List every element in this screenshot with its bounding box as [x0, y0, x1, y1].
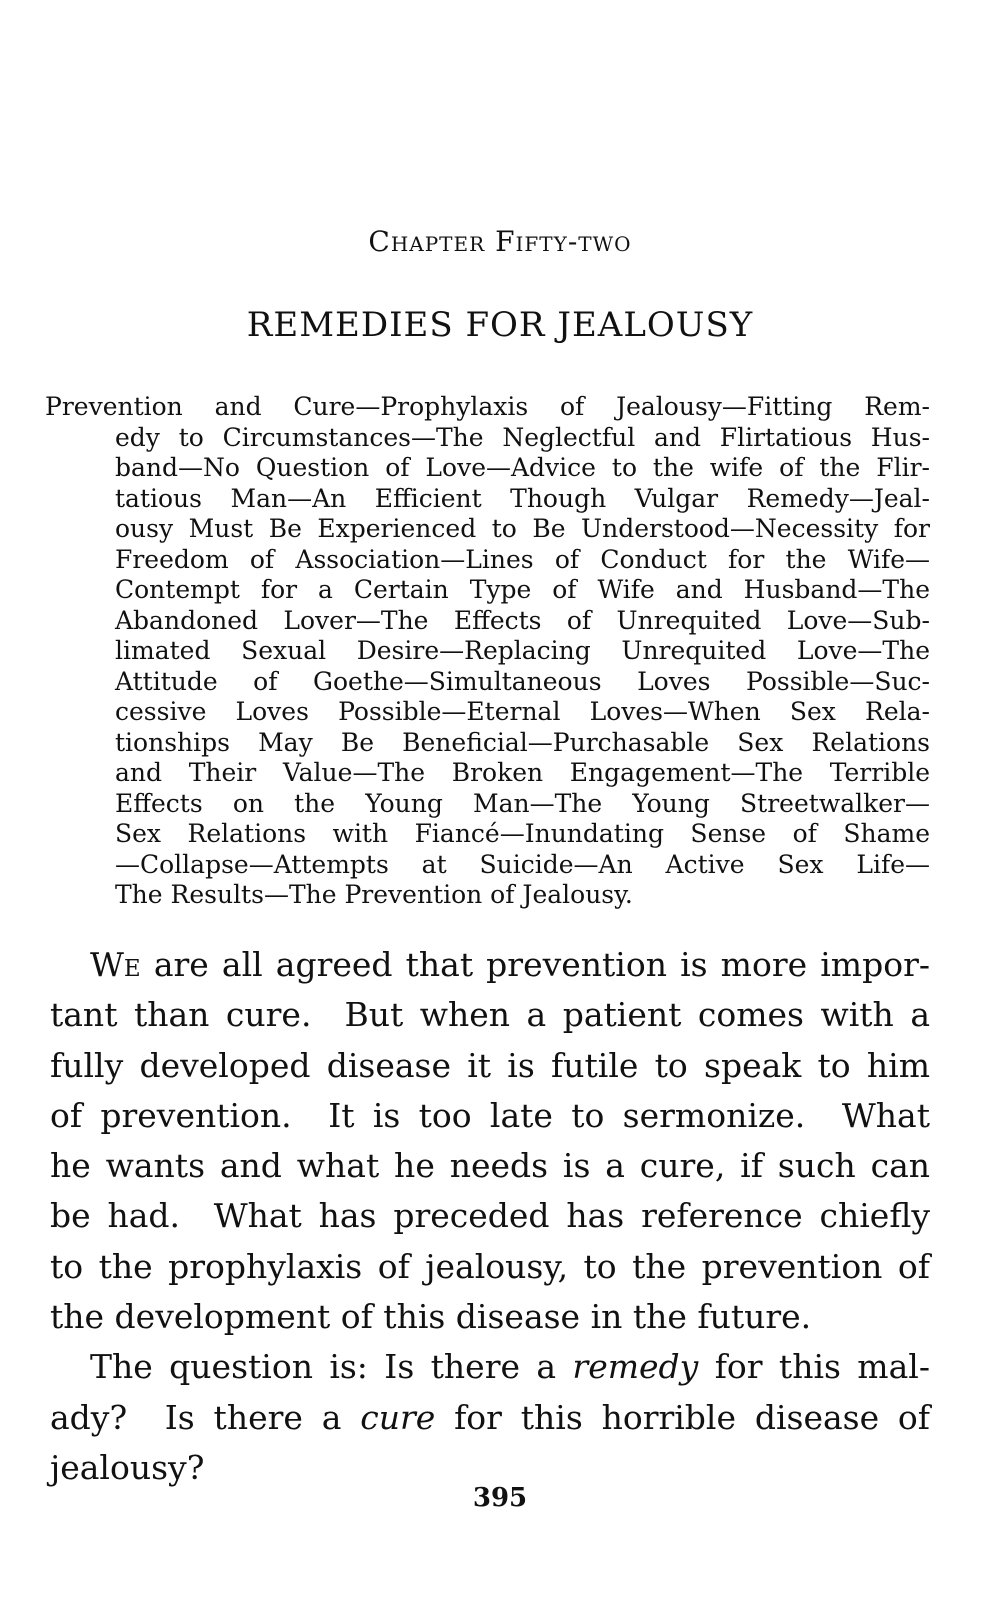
paragraph-line [50, 1292, 930, 1342]
synopsis-line: limated Sexual Desire—Replacing Unrequited Love—The [115, 636, 930, 665]
chapter-label: Chapter Fifty-two [368, 225, 632, 258]
text-segment: the development of this disease in the future. [50, 1297, 812, 1337]
synopsis-line: tionships May Be Beneficial—Purchasable Sex Relations [115, 727, 930, 757]
paragraph-line [50, 1141, 930, 1191]
synopsis-line: tatious Man—An Efficient Though Vulgar Remedy—Jeal- [115, 483, 930, 513]
text-segment: of prevention. It is too late to sermonize. What [50, 1095, 930, 1135]
text-segment: jealousy? [50, 1447, 205, 1487]
synopsis-line: cessive Loves Possible—Eternal Loves—When Sex Rela- [115, 697, 930, 726]
text-segment: ady? Is there a [50, 1397, 361, 1437]
synopsis-line: band—No Question of Love—Advice to the wife of the Flir- [115, 453, 930, 482]
text-segment: to the prophylaxis of jealousy, to the prevention of [50, 1246, 930, 1286]
paragraph-line [50, 1242, 930, 1292]
text-segment: he wants and what he needs is a cure, if such can [50, 1146, 930, 1186]
chapter-title: REMEDIES FOR JEALOUSY [246, 305, 754, 345]
paragraph-line [90, 940, 930, 990]
chapter-synopsis [45, 392, 930, 911]
paragraph-line [50, 1041, 930, 1091]
synopsis-line: The Results—The Prevention of Jealousy. [115, 880, 633, 909]
paragraph-line [50, 1393, 930, 1443]
paragraph-line [50, 1091, 930, 1141]
synopsis-line: edy to Circumstances—The Neglectful and Flirtatious Hus- [115, 422, 930, 452]
synopsis-line: —Collapse—Attempts at Suicide—An Active Sex Life— [115, 849, 930, 879]
paragraph-line [50, 990, 930, 1040]
synopsis-line: Contempt for a Certain Type of Wife and Husband—The [115, 575, 930, 604]
synopsis-line: Freedom of Association—Lines of Conduct for the Wife— [115, 544, 930, 574]
page-number: 395 [472, 1483, 528, 1513]
synopsis-line: and Their Value—The Broken Engagement—The Terrible [115, 758, 930, 787]
text-segment: The question is: Is there a [90, 1347, 573, 1387]
text-segment: for this horrible disease of [435, 1397, 931, 1437]
paragraph-line [90, 1342, 930, 1392]
paragraph-line [50, 1191, 930, 1241]
italic-text: cure [360, 1397, 436, 1437]
text-segment: for this mal- [698, 1347, 930, 1387]
text-segment: tant than cure. But when a patient comes with a [50, 995, 930, 1035]
synopsis-line: Abandoned Lover—The Effects of Unrequited Love—Sub- [115, 605, 930, 635]
text-segment: fully developed disease it is futile to speak to him [50, 1045, 930, 1085]
synopsis-line: Sex Relations with Fiancé—Inundating Sense of Shame [115, 819, 930, 848]
text-segment: be had. What has preceded has reference chiefly [50, 1196, 930, 1236]
small-caps-text: We [90, 945, 141, 984]
synopsis-line: ousy Must Be Experienced to Be Understood—Necessity for [115, 514, 930, 543]
paragraph [50, 1342, 930, 1493]
synopsis-line: Effects on the Young Man—The Young Streetwalker— [115, 788, 930, 818]
italic-text: remedy [572, 1347, 699, 1387]
synopsis-line: Prevention and Cure—Prophylaxis of Jealousy—Fitting Rem- [45, 392, 930, 421]
text-segment: are all agreed that prevention is more impor- [140, 945, 930, 984]
body-text [50, 940, 930, 1493]
paragraph [50, 940, 930, 1342]
synopsis-line: Attitude of Goethe—Simultaneous Loves Possible—Suc- [115, 666, 930, 696]
